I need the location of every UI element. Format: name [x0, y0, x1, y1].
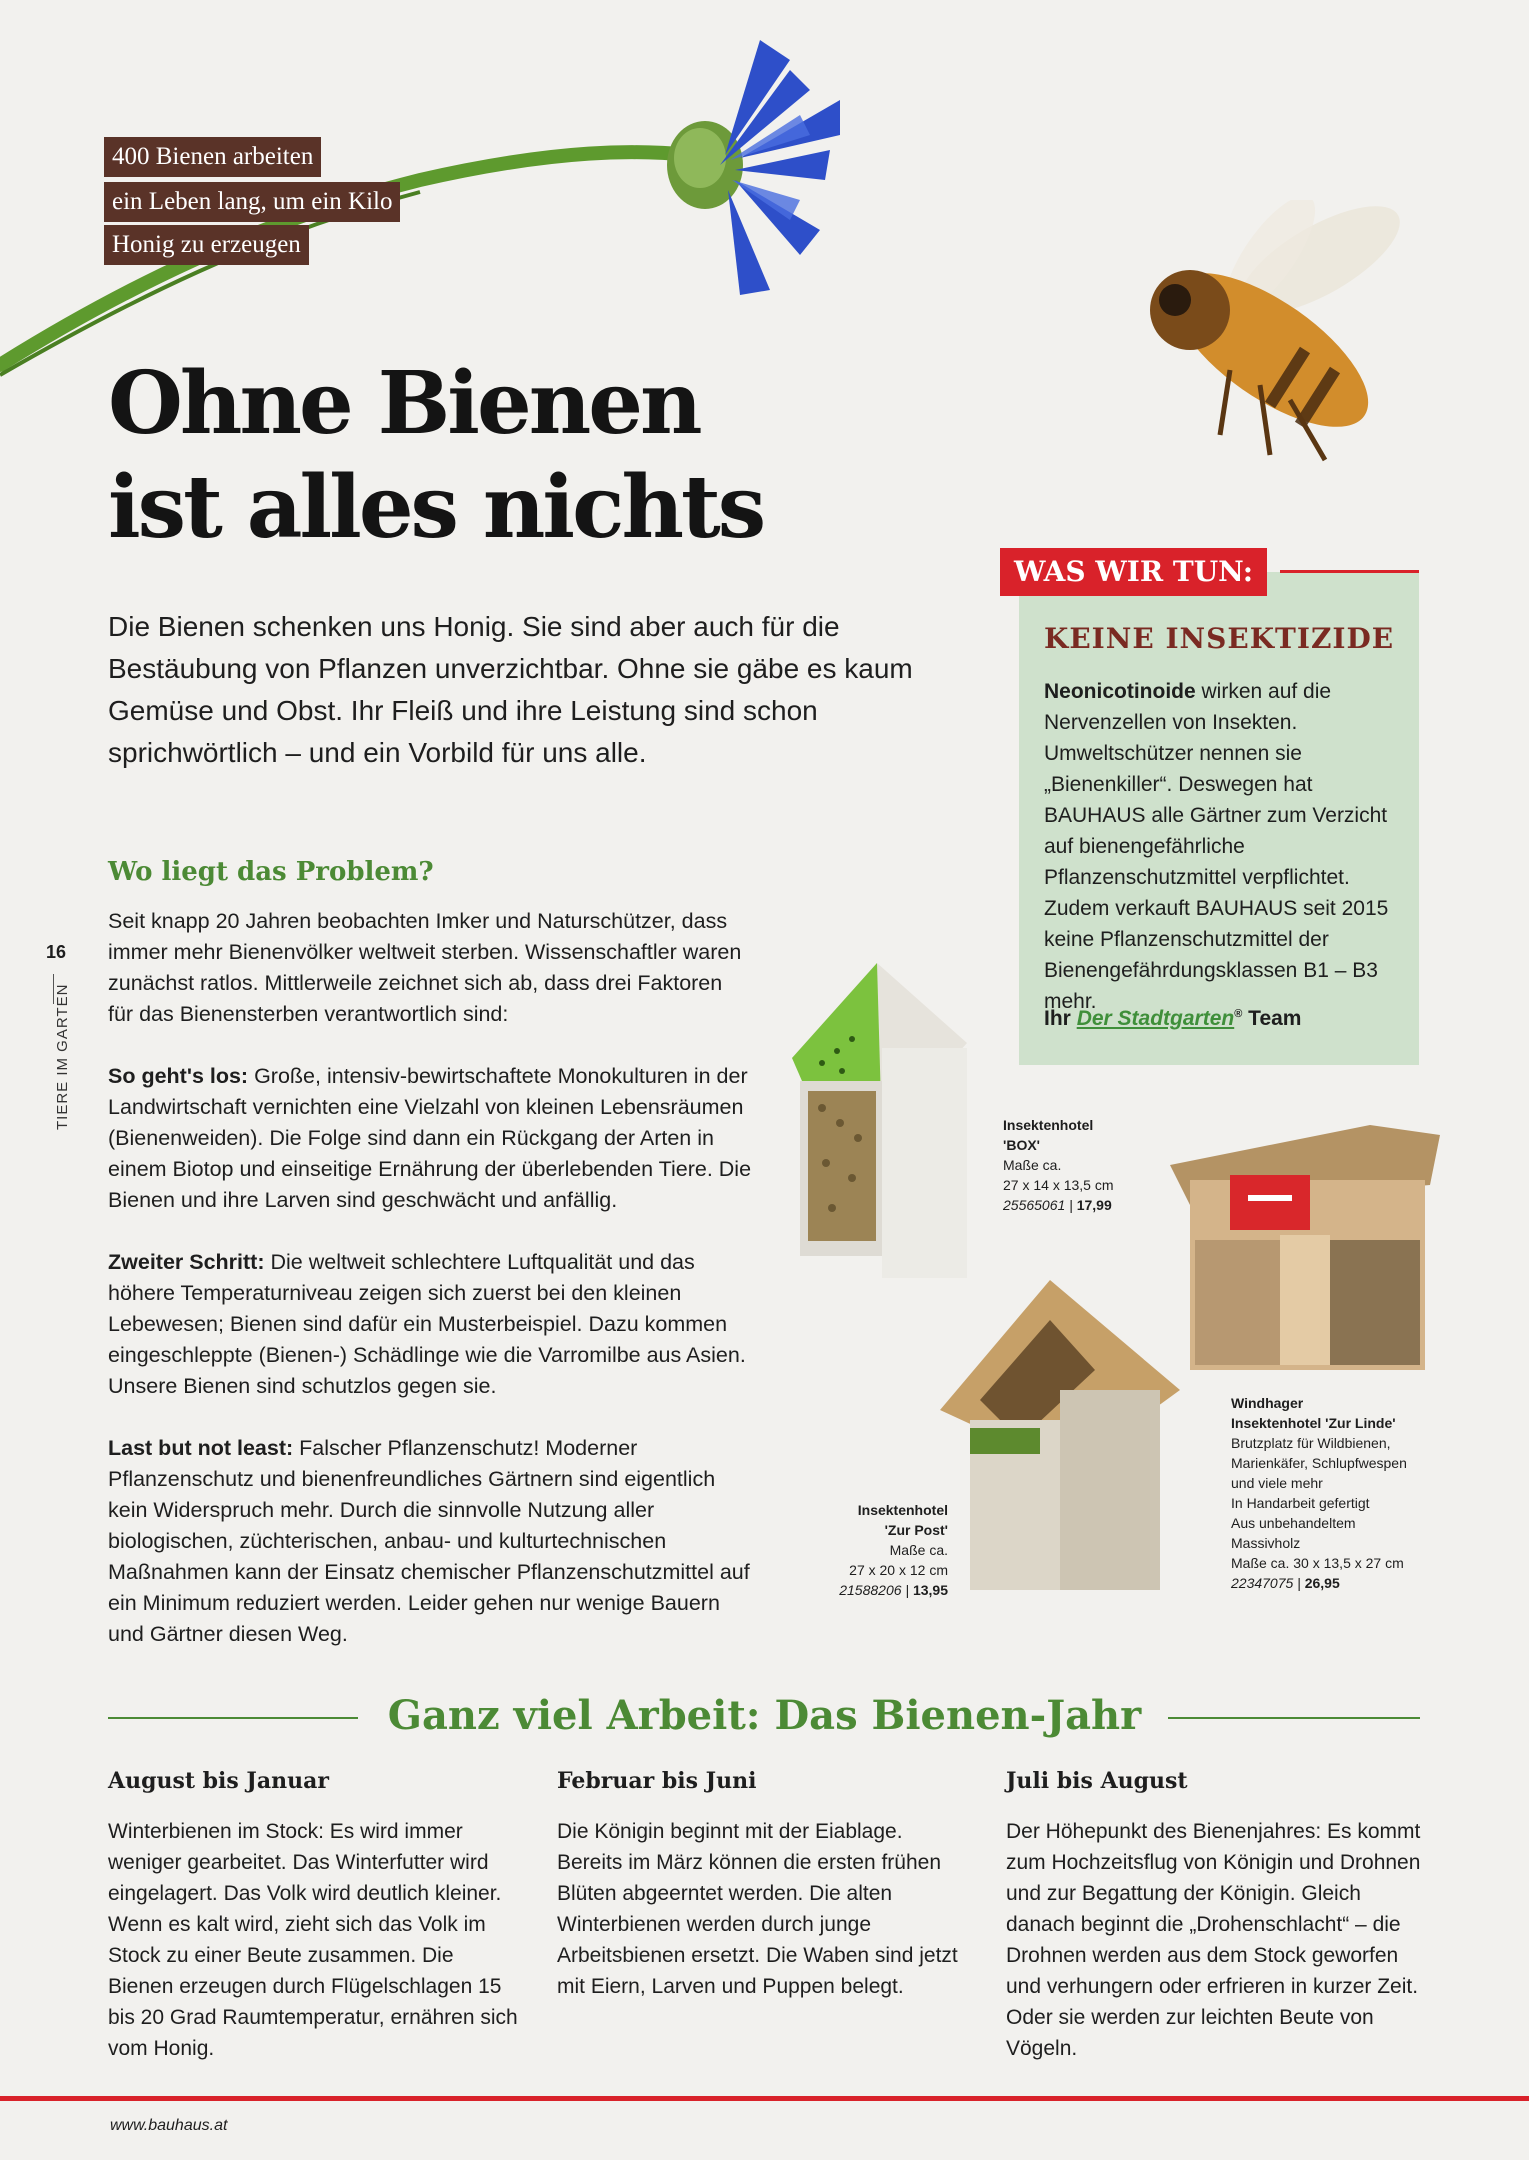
product-box-article: 25565061	[1003, 1197, 1066, 1213]
column-1-heading: August bis Januar	[108, 1768, 329, 1794]
product-box	[1003, 1115, 1163, 1215]
bee-year-heading	[0, 1692, 1529, 1739]
product-zur-linde-desc-1: Brutzplatz für Wildbienen,	[1231, 1435, 1391, 1451]
product-zur-linde-desc-2: Marienkäfer, Schlupfwespen	[1231, 1455, 1407, 1471]
product-zur-post-name-2: 'Zur Post'	[884, 1522, 948, 1538]
page-number: 16	[46, 942, 67, 962]
column-2-heading: Februar bis Juni	[557, 1768, 757, 1794]
product-box-name-2: 'BOX'	[1003, 1137, 1040, 1153]
product-zur-post-size: 27 x 20 x 12 cm	[849, 1562, 948, 1578]
insect-hotel-zur-post-image	[940, 1280, 1180, 1600]
tagline-line-3: Honig zu erzeugen	[104, 225, 309, 265]
page-title	[108, 352, 868, 560]
product-zur-linde-article: 22347075	[1231, 1575, 1294, 1591]
column-3-heading: Juli bis August	[1006, 1768, 1188, 1794]
problem-paragraph-2	[108, 1247, 753, 1402]
problem-paragraph-2-lead: Zweiter Schritt:	[108, 1250, 265, 1274]
product-zur-linde	[1231, 1393, 1431, 1593]
problem-paragraph-1-text: Große, intensiv-bewirtschaftete Monokulturen in der Landwirtschaft vernichten eine Vielzahl von kleinen Lebensräumen (Bienenweiden). Die Folge sind dann ein Rückgang der Arten in einem Biotop und einseitige Ernährung der überlebenden Tiere. Die Bienen und ihre Larven sind geschwächt und anfällig.	[108, 1064, 752, 1212]
problem-heading: Wo liegt das Problem?	[108, 857, 434, 887]
product-zur-linde-desc-6: Massivholz	[1231, 1535, 1301, 1551]
problem-paragraph-3-text: Falscher Pflanzenschutz! Moderner Pflanzenschutz und bienenfreundliches Gärtnern sind eigentlich kein Widerspruch mehr. Durch die sinnvolle Nutzung aller biologischen, züchterischen, anbau- und kulturtechnischen Maßnahmen kann der Einsatz chemischer Pflanzenschutzmittel auf ein Minimum reduziert werden. Leider gehen nur wenige Bauern und Gärtner diesen Weg.	[108, 1436, 750, 1646]
tagline-line-1: 400 Bienen arbeiten	[104, 137, 321, 177]
product-zur-post	[800, 1500, 948, 1600]
product-zur-linde-desc-3: und viele mehr	[1231, 1475, 1323, 1491]
info-body: wirken auf die Nervenzellen von Insekten. Umweltschützer nennen sie „Bienenkiller“. Deswegen hat BAUHAUS alle Gärtner zum Verzicht auf bienengefährliche Pflanzenschutzmittel verpflichtet. Zudem verkauft BAUHAUS seit 2015 keine Pflanzenschutzmittel der Bienengefährdungsklassen B1 – B3 mehr.	[1044, 680, 1389, 1013]
product-box-sep: |	[1065, 1197, 1077, 1213]
product-zur-post-price: 13,95	[912, 1582, 948, 1598]
insect-hotel-box-image	[782, 963, 992, 1303]
product-zur-post-sep: |	[901, 1582, 913, 1598]
product-zur-linde-name-2: Insektenhotel 'Zur Linde'	[1231, 1415, 1396, 1431]
product-box-price: 17,99	[1076, 1197, 1112, 1213]
product-zur-post-article: 21588206	[839, 1582, 902, 1598]
product-box-size-label: Maße ca.	[1003, 1157, 1062, 1173]
info-signature	[1044, 1007, 1301, 1031]
column-2-text: Die Königin beginnt mit der Eiablage. Bereits im März können die ersten frühen Blüten abgeerntet werden. Die alten Winterbienen werden durch junge Arbeitsbienen ersetzt. Die Waben sind jetzt mit Eiern, Larven und Puppen belegt.	[557, 1820, 958, 1998]
product-zur-linde-price: 26,95	[1304, 1575, 1340, 1591]
product-zur-linde-name-1: Windhager	[1231, 1395, 1304, 1411]
product-zur-linde-desc-4: In Handarbeit gefertigt	[1231, 1495, 1370, 1511]
product-zur-post-name-1: Insektenhotel	[857, 1502, 948, 1518]
page-title-line-1: Ohne Bienen	[108, 353, 700, 454]
product-zur-linde-sep: |	[1293, 1575, 1305, 1591]
info-lead: Neonicotinoide	[1044, 680, 1196, 703]
column-1-text: Winterbienen im Stock: Es wird immer weniger gearbeitet. Das Winterfutter wird eingelagert. Das Volk wird deutlich kleiner. Wenn es kalt wird, zieht sich das Volk im Stock zu einer Beute zusammen. Die Bienen erzeugen durch Flügelschlagen 15 bis 20 Grad Raumtemperatur, ernähren sich vom Honig.	[108, 1820, 518, 2060]
info-label: WAS WIR TUN:	[1000, 548, 1267, 596]
bee-year-heading-text: Ganz viel Arbeit: Das Bienen-Jahr	[378, 1692, 1151, 1739]
stadtgarten-reg: ®	[1234, 1008, 1243, 1020]
info-text	[1044, 676, 1404, 1017]
info-title: KEINE INSEKTIZIDE	[1044, 622, 1395, 655]
info-sign-pre: Ihr	[1044, 1007, 1071, 1030]
bee-image	[1120, 200, 1440, 500]
section-label: TIERE IM GARTEN	[54, 983, 71, 1130]
problem-paragraph-3	[108, 1433, 753, 1650]
footer-url[interactable]: www.bauhaus.at	[110, 2117, 228, 2134]
product-box-name-1: Insektenhotel	[1003, 1117, 1094, 1133]
insect-hotel-zur-linde-image	[1170, 1125, 1440, 1385]
problem-paragraph-2-text: Die weltweit schlechtere Luftqualität und das höhere Temperaturniveau zeigen sich zuerst bei den kleinen Lebewesen; Bienen sind dafür ein Musterbeispiel. Dazu kommen eingeschleppte (Bienen-) Schädlinge wie die Varromilbe aus Asien. Unsere Bienen sind schutzlos gegen sie.	[108, 1250, 746, 1398]
product-zur-post-size-label: Maße ca.	[889, 1542, 948, 1558]
stadtgarten-logo: Der Stadtgarten	[1076, 1007, 1235, 1030]
product-zur-linde-size: 30 x 13,5 x 27 cm	[1293, 1555, 1404, 1571]
lead-paragraph: Die Bienen schenken uns Honig. Sie sind aber auch für die Bestäubung von Pflanzen unverzichtbar. Ohne sie gäbe es kaum Gemüse und Obst. Ihr Fleiß und ihre Leistung sind schon sprichwörtlich – und ein Vorbild für uns alle.	[108, 611, 913, 768]
problem-paragraph-1-lead: So geht's los:	[108, 1064, 249, 1088]
info-redline	[1280, 570, 1419, 573]
page-title-line-2: ist alles nichts	[108, 457, 764, 558]
problem-body	[108, 906, 753, 1681]
product-box-size: 27 x 14 x 13,5 cm	[1003, 1177, 1114, 1193]
tagline-line-2: ein Leben lang, um ein Kilo	[104, 182, 400, 222]
problem-intro: Seit knapp 20 Jahren beobachten Imker und Naturschützer, dass immer mehr Bienenvölker weltweit sterben. Wissenschaftler waren zunächst ratlos. Mittlerweile zeichnet sich ab, dass drei Faktoren für das Bienensterben verantwortlich sind:	[108, 909, 742, 1026]
problem-paragraph-1	[108, 1061, 753, 1216]
info-sign-post: Team	[1248, 1007, 1302, 1030]
product-zur-linde-desc-5: Aus unbehandeltem	[1231, 1515, 1356, 1531]
problem-paragraph-3-lead: Last but not least:	[108, 1436, 294, 1460]
product-zur-linde-size-label: Maße ca.	[1231, 1555, 1290, 1571]
column-3-text: Der Höhepunkt des Bienenjahres: Es kommt zum Hochzeitsflug von Königin und Drohnen und zur Begattung der Königin. Gleich danach beginnt die „Drohenschlacht“ – die Drohnen werden aus dem Stock geworfen und verhungern oder erfrieren in kurzer Zeit. Oder sie werden zur leichten Beute von Vögeln.	[1006, 1820, 1421, 2060]
footer-rule	[0, 2096, 1529, 2101]
